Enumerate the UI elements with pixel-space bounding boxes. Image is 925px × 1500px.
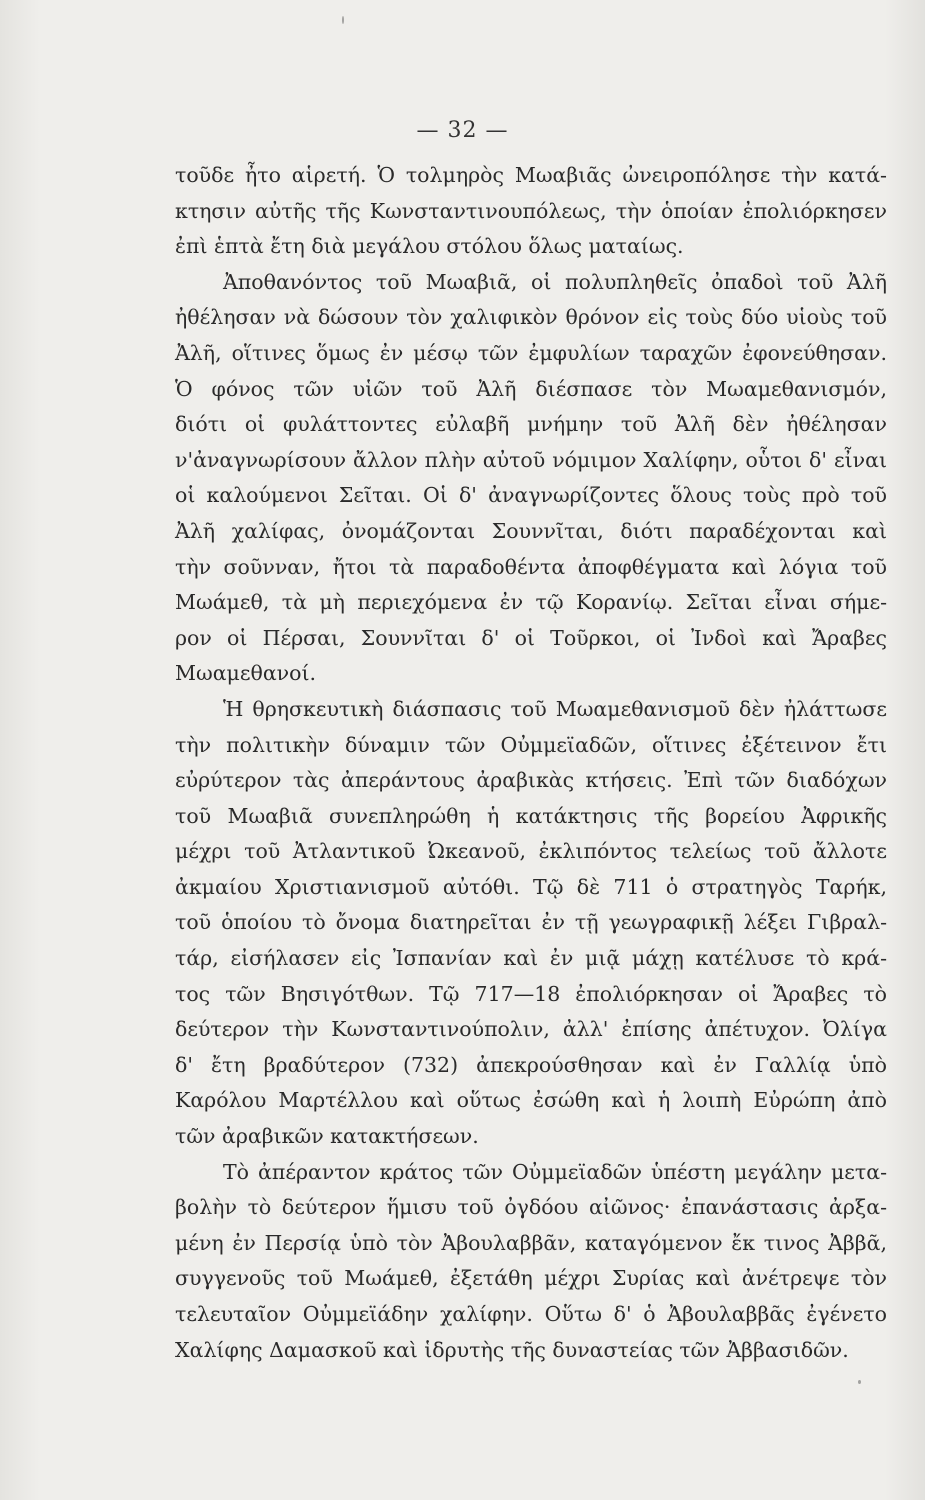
text-line: εὐρύτερον τὰς ἀπεράντους ἀραβικὰς κτήσεις. Ἐπὶ τῶν διαδόχων	[175, 768, 887, 793]
text-line: δεύτερον τὴν Κωνσταντινούπολιν, ἀλλ' ἐπίσης ἀπέτυχον. Ὀλίγα	[175, 1017, 887, 1042]
text-line: Ἀλῆ, οἵτινες ὅμως ἐν μέσῳ τῶν ἐμφυλίων ταραχῶν ἐφονεύθησαν.	[175, 340, 887, 365]
text-line: μένη ἐν Περσίᾳ ὑπὸ τὸν Ἀβουλαββᾶν, καταγόμενον ἔκ τινος Ἀββᾶ,	[175, 1230, 887, 1255]
text-line: Μωάμεθ, τὰ μὴ περιεχόμενα ἐν τῷ Κορανίῳ. Σεῖται εἶναι σήμε-	[175, 590, 887, 615]
text-line: τοῦ ὁποίου τὸ ὄνομα διατηρεῖται ἐν τῇ γεωγραφικῇ λέξει Γιβραλ-	[175, 910, 887, 935]
text-line: τοῦ Μωαβιᾶ συνεπληρώθη ἡ κατάκτησις τῆς βορείου Ἀφρικῆς	[175, 803, 887, 828]
text-line: τὴν σοῦνναν, ἤτοι τὰ παραδοθέντα ἀποφθέγματα καὶ λόγια τοῦ	[175, 554, 887, 579]
text-line: μέχρι τοῦ Ἀτλαντικοῦ Ὠκεανοῦ, ἐκλιπόντος τελείως τοῦ ἄλλοτε	[175, 839, 887, 864]
text-line: τοῦδε ἦτο αἱρετή. Ὁ τολμηρὸς Μωαβιᾶς ὠνειροπόλησε τὴν κατά-	[175, 163, 887, 187]
text-line: τάρ, εἰσήλασεν εἰς Ἰσπανίαν καὶ ἐν μιᾷ μάχῃ κατέλυσε τὸ κρά-	[175, 946, 887, 971]
text-line: κτησιν αὐτῆς τῆς Κωνσταντινουπόλεως, τὴν ὁποίαν ἐπολιόρκησεν	[175, 198, 887, 223]
text-line: ἐπὶ ἑπτὰ ἔτη διὰ μεγάλου στόλου ὅλως ματαίως.	[175, 234, 684, 259]
text-line: Τὸ ἀπέραντον κράτος τῶν Οὐμμεϊαδῶν ὑπέστη μεγάλην μετα-	[223, 1159, 887, 1184]
text-line: τῶν ἀραβικῶν κατακτήσεων.	[175, 1124, 479, 1149]
text-line: Ὁ φόνος τῶν υἱῶν τοῦ Ἀλῆ διέσπασε τὸν Μωαμεθανισμόν,	[175, 376, 887, 401]
text-line: δ' ἔτη βραδύτερον (732) ἀπεκρούσθησαν καὶ ἐν Γαλλίᾳ ὑπὸ	[175, 1052, 887, 1077]
text-line: Ἀλῆ χαλίφας, ὀνομάζονται Σουννῖται, διότι παραδέχονται καὶ	[175, 518, 887, 543]
text-line: ρον οἱ Πέρσαι, Σουννῖται δ' οἱ Τοῦρκοι, οἱ Ἰνδοὶ καὶ Ἄραβες	[175, 625, 887, 650]
text-line: Καρόλου Μαρτέλλου καὶ οὕτως ἐσώθη καὶ ἡ λοιπὴ Εὐρώπη ἀπὸ	[175, 1088, 887, 1113]
text-line: συγγενοῦς τοῦ Μωάμεθ, ἐξετάθη μέχρι Συρίας καὶ ἀνέτρεψε τὸν	[175, 1266, 887, 1291]
text-line: ἠθέλησαν νὰ δώσουν τὸν χαλιφικὸν θρόνον εἰς τοὺς δύο υἱοὺς τοῦ	[175, 305, 887, 330]
text-line: Ἡ θρησκευτικὴ διάσπασις τοῦ Μωαμεθανισμοῦ δὲν ἠλάττωσε	[223, 696, 887, 721]
text-line: Μωαμεθανοί.	[175, 661, 317, 686]
text-line: ν'ἀναγνωρίσουν ἄλλον πλὴν αὐτοῦ νόμιμον Χαλίφην, οὗτοι δ' εἶναι	[175, 447, 887, 472]
text-line: οἱ καλούμενοι Σεῖται. Οἱ δ' ἀναγνωρίζοντες ὅλους τοὺς πρὸ τοῦ	[175, 483, 887, 508]
text-line: τὴν πολιτικὴν δύναμιν τῶν Οὐμμεϊαδῶν, οἵτινες ἐξέτεινον ἔτι	[175, 732, 887, 757]
page-number: — 32 —	[416, 118, 509, 143]
text-line: διότι οἱ φυλάττοντες εὐλαβῆ μνήμην τοῦ Ἀλῆ δὲν ἠθέλησαν	[175, 412, 887, 437]
body-text	[175, 158, 887, 1368]
text-line: τος τῶν Βησιγότθων. Τῷ 717—18 ἐπολιόρκησαν οἱ Ἄραβες τὸ	[175, 981, 887, 1006]
text-line: ἀκμαίου Χριστιανισμοῦ αὐτόθι. Τῷ δὲ 711 ὁ στρατηγὸς Ταρήκ,	[175, 874, 887, 899]
text-line: Ἀποθανόντος τοῦ Μωαβιᾶ, οἱ πολυπληθεῖς ὀπαδοὶ τοῦ Ἀλῆ	[223, 269, 887, 294]
text-line: τελευταῖον Οὐμμεϊάδην χαλίφην. Οὕτω δ' ὁ Ἀβουλαββᾶς ἐγένετο	[175, 1302, 887, 1326]
text-line: Χαλίφης Δαμασκοῦ καὶ ἱδρυτὴς τῆς δυναστείας τῶν Ἀββασιδῶν.	[175, 1337, 849, 1362]
text-line: βολὴν τὸ δεύτερον ἥμισυ τοῦ ὀγδόου αἰῶνος· ἐπανάστασις ἀρξα-	[175, 1195, 887, 1220]
